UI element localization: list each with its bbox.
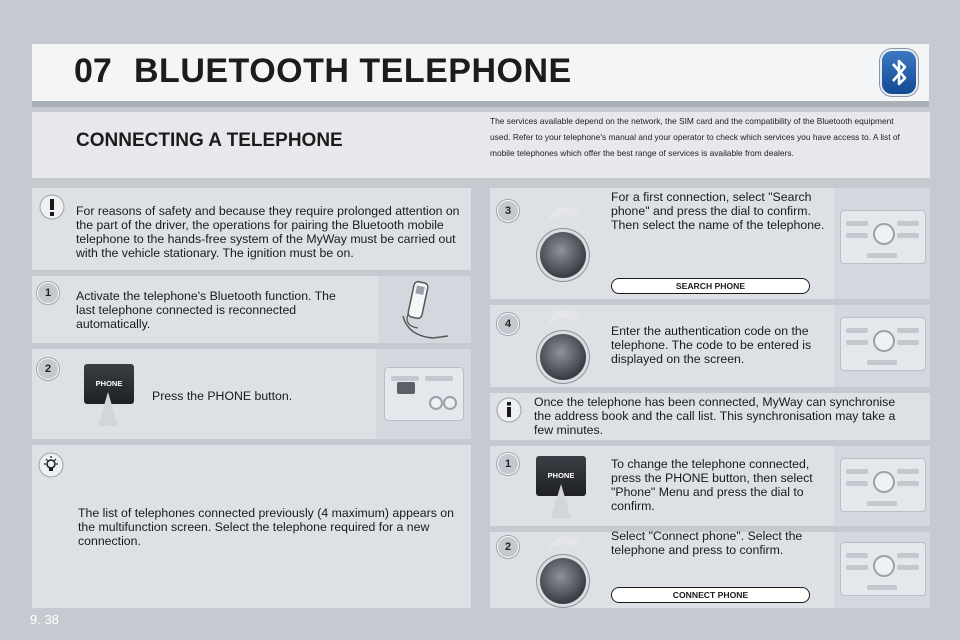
radio-panel	[840, 317, 926, 371]
radio-illustration	[834, 446, 930, 526]
header-shadow	[32, 101, 929, 107]
step-2-text: Press the PHONE button.	[152, 389, 293, 403]
page-title: BLUETOOTH TELEPHONE	[134, 52, 572, 90]
chapter-number: 07	[74, 52, 112, 90]
section-title: CONNECTING A TELEPHONE	[76, 130, 343, 151]
lightbulb-icon	[38, 452, 64, 483]
arrow-up-icon	[551, 484, 571, 518]
phone-hand-illustration	[378, 276, 471, 343]
warning-icon	[38, 193, 66, 226]
page-number: 9. 38	[30, 612, 59, 627]
radio-panel	[840, 458, 926, 512]
connect-phone-label: CONNECT PHONE	[611, 587, 810, 603]
step-3-text: For a first connection, select "Search phone" and press the dial to confirm. Then select the name of the telephone.	[611, 190, 825, 232]
radio-illustration	[834, 188, 930, 299]
step-number: 2	[37, 358, 59, 380]
services-note: The services available depend on the network, the SIM card and the compatibility of the Bluetooth equipment used. Refer to your telephone's manual and your operator to check which services you have access to. A list of mobile telephones which offer the best range of services is available from dealers.	[490, 116, 900, 158]
warning-text: For reasons of safety and because they require prolonged attention on the part of the driver, the operations for pairing the Bluetooth mobile telephone to the hands-free system of the MyWay must be carried out with the vehicle stationary. The ignition must be on.	[76, 204, 460, 260]
change-step-1-text: To change the telephone connected, press the PHONE button, then select "Phone" Menu and press the dial to confirm.	[611, 457, 813, 513]
step-number: 1	[497, 453, 519, 475]
dial-knob[interactable]	[540, 232, 586, 278]
step-number: 2	[497, 536, 519, 558]
radio-illustration	[834, 532, 930, 608]
dial-knob[interactable]	[540, 558, 586, 604]
rotate-arrow-icon	[548, 207, 584, 235]
radio-panel	[840, 542, 926, 596]
step-1-text: Activate the telephone's Bluetooth function. The last telephone connected is reconnected automatically.	[76, 289, 336, 331]
phone-button[interactable]: PHONE	[84, 364, 134, 404]
dial-knob[interactable]	[540, 334, 586, 380]
step-number: 3	[497, 200, 519, 222]
info-text: Once the telephone has been connected, MyWay can synchronise the address book and the call list. This synchronisation may take a few minutes.	[534, 395, 896, 437]
search-phone-label: SEARCH PHONE	[611, 278, 810, 294]
radio-illustration	[376, 349, 471, 439]
info-icon	[496, 397, 522, 428]
tip-text: The list of telephones connected previously (4 maximum) appears on the multifunction screen. Select the telephone required for a new connection.	[78, 506, 454, 548]
arrow-up-icon	[98, 392, 118, 426]
change-step-2-text: Select "Connect phone". Select the telephone and press to confirm.	[611, 529, 803, 557]
step-4-text: Enter the authentication code on the telephone. The code to be entered is displayed on the screen.	[611, 324, 812, 366]
phone-button[interactable]: PHONE	[536, 456, 586, 496]
radio-panel	[840, 210, 926, 264]
bluetooth-icon	[882, 51, 916, 94]
step-number: 4	[497, 313, 519, 335]
radio-illustration	[834, 305, 930, 387]
radio-panel	[384, 367, 464, 421]
step-number: 1	[37, 282, 59, 304]
